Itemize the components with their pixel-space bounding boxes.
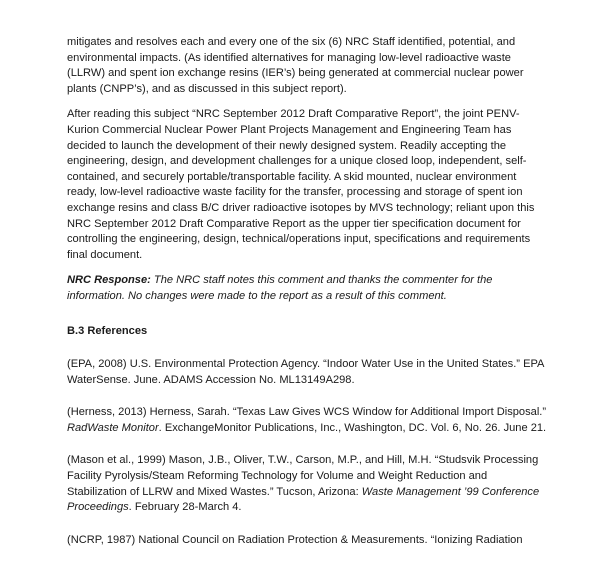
reference-entry (67, 453, 547, 515)
reference-title-italic: RadWaste Monitor (67, 421, 159, 434)
reference-text: . ExchangeMonitor Publications, Inc., Washington, DC. Vol. 6, No. 26. June 21. (158, 421, 547, 434)
body-paragraph: After reading this subject “NRC September 2012 Draft Comparative Report”, the joint PENV-Kurion Commercial Nuclear Power Plant Projects Management and Engineering Team has decided to launch the development of their newly designed system. Readily accepting the engineering, design, and development challenges for a unique closed loop, independent, self-contained, and securely portable/transportable facility. A skid mounted, nuclear environment ready, low-level radioactive waste facility for the transfer, processing and storage of spent ion exchange resins and class B/C driver radioactive isotopes by MVS technology; reliant upon this NRC September 2012 Draft Comparative Report as the upper tier specification document for controlling the engineering, design, technical/operations input, specifications and requirements final document. (67, 108, 535, 261)
reference-title-italic: Waste Management ’99 Conference Proceedings (67, 485, 540, 514)
section-heading: B.3 References (67, 324, 148, 337)
document-page (67, 35, 547, 565)
reference-entry (67, 357, 547, 388)
reference-text: (Mason et al., 1999) Mason, J.B., Oliver, T.W., Carson, M.P., and Hill, M.H. “Studsvik Processing Facility Pyrolysis/Steam Reforming Technology for Volume and Weight Reduction and Stabilization of LLRW and Mixed Wastes.” Tucson, Arizona: (67, 454, 539, 498)
nrc-response-label: NRC Response: (67, 274, 151, 287)
reference-entry (67, 533, 547, 549)
reference-text: . February 28-March 4. (128, 501, 242, 514)
reference-entry (67, 405, 547, 436)
nrc-response (67, 273, 547, 304)
nrc-response-text: The NRC staff notes this comment and thanks the commenter for the information. No changes were made to the report as a result of this comment. (67, 274, 493, 302)
reference-list (67, 357, 547, 548)
reference-text: (EPA, 2008) U.S. Environmental Protection Agency. “Indoor Water Use in the United States.” EPA WaterSense. June. ADAMS Accession No. ML13149A298. (67, 358, 544, 386)
body-paragraph: mitigates and resolves each and every one of the six (6) NRC Staff identified, potential, and environmental impacts. (As identified alternatives for managing low-level radioactive waste (LLRW) and spent ion exchange resins (IER’s) being generated at commercial nuclear power plants (CNPP’s), and as discussed in this subject report). (67, 36, 524, 95)
reference-text: (Herness, 2013) Herness, Sarah. “Texas Law Gives WCS Window for Additional Import Disposal.” (67, 406, 547, 419)
reference-text: (NCRP, 1987) National Council on Radiation Protection & Measurements. “Ionizing Radiation (67, 533, 523, 546)
